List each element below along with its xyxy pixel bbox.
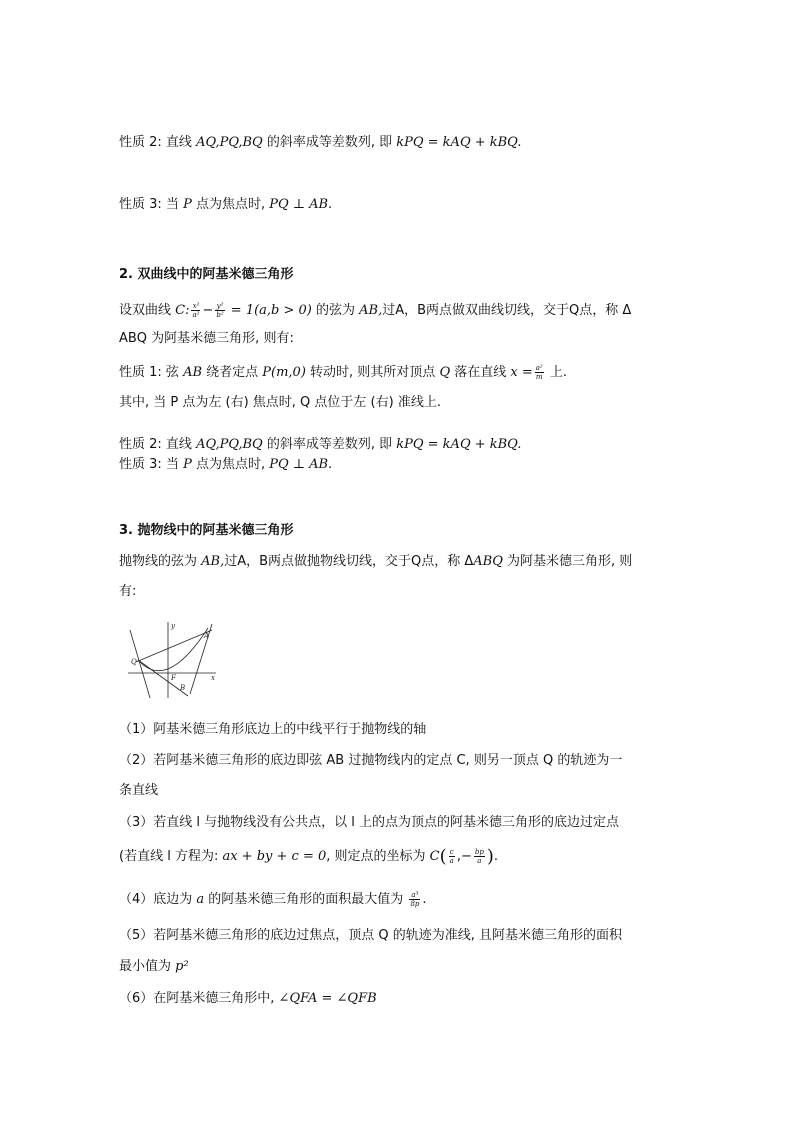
numerator: a³ xyxy=(411,891,419,899)
text: 上. xyxy=(545,365,567,380)
fraction xyxy=(191,302,200,319)
text: . xyxy=(422,892,427,907)
text: 的弦为 xyxy=(311,303,360,318)
section-3-intro-line-2: 有: xyxy=(119,584,137,599)
text: 性质 2: 直线 xyxy=(119,135,197,150)
math: AQ,PQ,BQ xyxy=(196,437,263,452)
x-label: x xyxy=(211,674,215,682)
text: 过A，B两点做抛物线切线，交于Q点，称 Δ xyxy=(224,554,474,569)
item-6 xyxy=(119,990,377,1008)
fraction xyxy=(474,848,485,865)
section-2-focus-note: 其中, 当 P 点为左 (右) 焦点时, Q 点位于左 (右) 准线上. xyxy=(119,395,441,410)
denominator: 8p xyxy=(410,900,420,908)
section-2-property-3 xyxy=(119,456,332,474)
text: 点为焦点时, xyxy=(191,457,270,472)
item-1: （1）阿基米德三角形底边上的中线平行于抛物线的轴 xyxy=(119,722,427,737)
numerator: bp xyxy=(474,848,484,856)
q-label: Q xyxy=(131,658,137,666)
y-label: y xyxy=(171,622,175,630)
text: , 则定点的坐标为 xyxy=(326,849,430,864)
fraction xyxy=(409,891,420,908)
item-2-line-2: 条直线 xyxy=(119,783,159,798)
item-3-line-1: （3）若直线 l 与抛物线没有公共点，以 l 上的点为顶点的阿基米德三角形的底边过定点 xyxy=(119,815,620,830)
text: 性质 3: 当 xyxy=(119,197,184,212)
text: 性质 3: 当 xyxy=(119,457,184,472)
text: 点为焦点时, xyxy=(191,197,270,212)
math: P xyxy=(183,197,192,212)
math: C: xyxy=(175,303,190,318)
section-3-heading: 3. 抛物线中的阿基米德三角形 xyxy=(119,523,294,538)
text: 的斜率成等差数列, 即 xyxy=(262,135,397,150)
denominator: a xyxy=(477,857,482,865)
denominator: m xyxy=(535,373,543,381)
denominator: b² xyxy=(216,311,224,319)
parabola-curve xyxy=(140,628,208,671)
text: 转动时, 则其所对顶点 xyxy=(305,365,440,380)
item-5-line-1: （5）若阿基米德三角形的底边过焦点，顶点 Q 的轨迹为准线, 且阿基米德三角形的面积 xyxy=(119,928,623,943)
text: （6）在阿基米德三角形中, xyxy=(119,991,279,1006)
a-label: A xyxy=(204,632,210,640)
numerator: a² xyxy=(535,364,543,372)
formula: PQ ⊥ AB. xyxy=(269,197,333,212)
section-2-intro: 设双曲线 C: $\frac{\text{x²}}{\text{a²}}$ − $\frac{\text{y²}}{\text{b²}}$ = 1(a,b > 0) 的弦为 AB,过A，B两点做双曲线切线，交于Q点，称 Δ xyxy=(119,302,632,319)
math: a xyxy=(196,892,205,907)
math: Q xyxy=(439,365,451,380)
formula: ax + by + c = 0 xyxy=(222,849,327,864)
math: AB, xyxy=(201,554,225,569)
text: 抛物线的弦为 xyxy=(119,554,202,569)
math: p² xyxy=(175,959,189,974)
math: = 1(a,b > 0) xyxy=(226,303,312,318)
formula: ∠QFA = ∠QFB xyxy=(278,991,377,1006)
math: AQ,PQ,BQ xyxy=(196,135,263,150)
math: AB, xyxy=(359,303,383,318)
text: 性质 1: 弦 xyxy=(119,365,184,380)
text: 设双曲线 xyxy=(119,303,176,318)
math: C xyxy=(429,849,440,864)
text: 的斜率成等差数列, 即 xyxy=(262,437,397,452)
text: 落在直线 xyxy=(450,365,511,380)
text: 过A，B两点做双曲线切线，交于Q点，称 Δ xyxy=(382,303,632,318)
tangent-line-qa xyxy=(136,630,212,662)
denominator: a xyxy=(449,857,454,865)
math: x = xyxy=(510,365,533,380)
numerator: x² xyxy=(192,302,200,310)
item-5-line-2 xyxy=(119,958,189,976)
fraction xyxy=(215,302,224,319)
item-4 xyxy=(119,888,427,912)
text: 的阿基米德三角形的面积最大值为 xyxy=(204,892,408,907)
math: AB xyxy=(183,365,203,380)
section-2-property-2 xyxy=(119,436,521,454)
section-2-heading: 2. 双曲线中的阿基米德三角形 xyxy=(119,267,294,282)
formula: kPQ = kAQ + kBQ. xyxy=(396,437,522,452)
formula: PQ ⊥ AB. xyxy=(269,457,333,472)
math: P(m,0) xyxy=(262,365,306,380)
math: P xyxy=(183,457,192,472)
section-2-line-2: ABQ 为阿基米德三角形, 则有: xyxy=(119,331,294,346)
f-label: F xyxy=(171,674,176,682)
denominator: a² xyxy=(192,311,200,319)
text: 为阿基米德三角形, 则 xyxy=(502,554,633,569)
numerator: c xyxy=(449,848,454,856)
property-2-top xyxy=(119,134,521,152)
fraction xyxy=(535,364,544,381)
formula: kPQ = kAQ + kBQ. xyxy=(396,135,522,150)
item-3-line-2: (若直线 l 方程为: ax + by + c = 0, 则定点的坐标为 C( $\frac{c}{a}$ ,− $\frac{bp}{a}$ ). xyxy=(119,846,498,867)
text: (若直线 l 方程为: xyxy=(119,849,223,864)
math: ABQ xyxy=(473,554,503,569)
item-2-line-1: （2）若阿基米德三角形的底边即弦 AB 过抛物线内的定点 C, 则另一顶点 Q 的轨迹为一 xyxy=(119,753,623,768)
b-label: B xyxy=(180,684,186,692)
text: （4）底边为 xyxy=(119,892,197,907)
text: 绕者定点 xyxy=(202,365,263,380)
section-3-intro xyxy=(119,553,632,571)
numerator: y² xyxy=(216,302,224,310)
section-2-property-1 xyxy=(119,362,567,384)
text: 性质 2: 直线 xyxy=(119,437,197,452)
parabola-figure xyxy=(128,620,218,700)
property-3-top xyxy=(119,196,332,214)
fraction xyxy=(449,848,455,865)
text: 最小值为 xyxy=(119,959,176,974)
